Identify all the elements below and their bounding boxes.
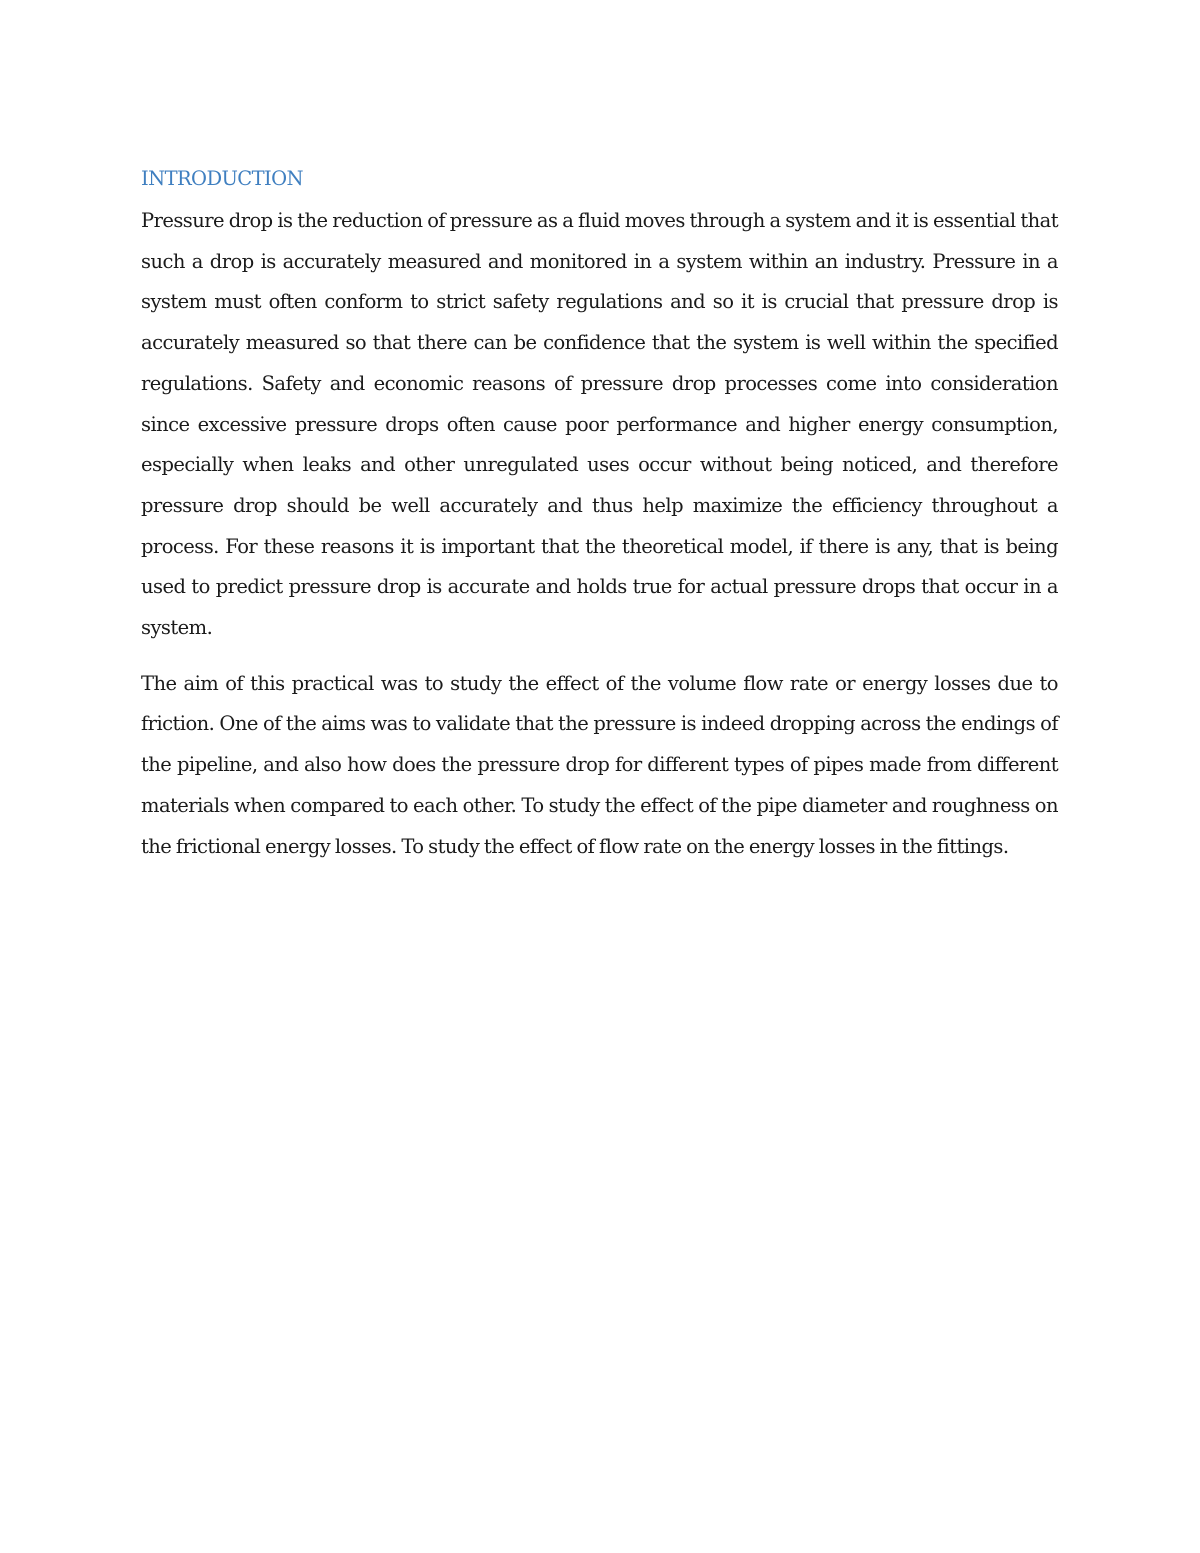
aim-paragraph: The aim of this practical was to study the effect of the volume flow rate or energy losses due to friction. One of the aims was to validate that the pressure is indeed dropping across the endings of the pipeline, and also how does the pressure drop for different types of pipes made from different materials when compared to each other. To study the effect of the pipe diameter and roughness on the frictional energy losses. To study the effect of flow rate on the energy losses in the fittings. (141, 671, 1058, 858)
page-content (141, 163, 1058, 867)
section-heading: INTRODUCTION (141, 167, 303, 190)
intro-paragraph: Pressure drop is the reduction of pressure as a fluid moves through a system and it is essential that such a drop is accurately measured and monitored in a system within an industry. Pressure in a system must often conform to strict safety regulations and so it is crucial that pressure drop is accurately measured so that there can be confidence that the system is well within the specified regulations. Safety and economic reasons of pressure drop processes come into consideration since excessive pressure drops often cause poor performance and higher energy consumption, especially when leaks and other unregulated uses occur without being noticed, and therefore pressure drop should be well accurately and thus help maximize the efficiency throughout a process. For these reasons it is important that the theoretical model, if there is any, that is being used to predict pressure drop is accurate and holds true for actual pressure drops that occur in a system. (141, 209, 1058, 640)
